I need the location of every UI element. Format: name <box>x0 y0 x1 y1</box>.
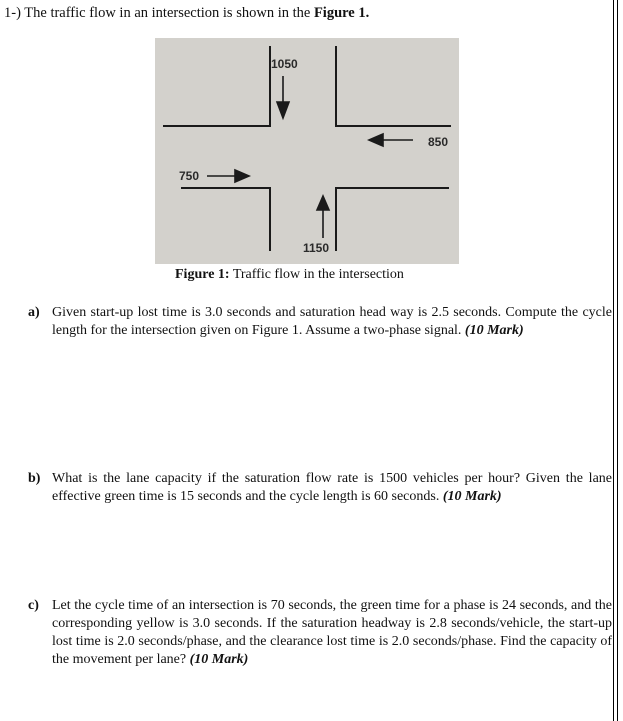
figure-caption-text: Traffic flow in the intersection <box>229 267 404 282</box>
figure-reference: Figure 1. <box>313 5 370 21</box>
north-arrow-head <box>277 102 289 118</box>
page-border-right <box>613 0 614 721</box>
part-text <box>52 304 612 340</box>
flow-east-label: 850 <box>428 135 449 149</box>
west-arrow-head <box>235 170 249 182</box>
flow-north-label: 1050 <box>271 57 298 71</box>
intersection-figure <box>155 38 459 264</box>
part-c <box>28 597 612 669</box>
road-edge-bottom-left <box>181 188 270 251</box>
south-arrow-head <box>317 196 329 210</box>
question-prefix: 1-) The traffic flow in an intersection is shown in the <box>4 5 314 21</box>
part-question: Let the cycle time of an intersection is 70 seconds, the green time for a phase is 24 seconds, and the corresponding yellow is 3.0 seconds. If the saturation headway is 2.8 seconds/vehicle, the start-up lost time is 2.0 seconds/phase, and the clearance lost time is 2.0 seconds/phase. Find the capacity of the movement per lane? <box>52 598 612 667</box>
question-title <box>4 4 369 22</box>
part-letter: b) <box>28 471 41 486</box>
part-letter: c) <box>28 598 39 613</box>
part-a <box>28 304 612 340</box>
part-text <box>52 470 612 506</box>
part-mark: (10 Mark) <box>442 489 502 504</box>
part-question: What is the lane capacity if the saturation flow rate is 1500 vehicles per hour? Given the lane effective green time is 15 seconds and the cycle length is 60 seconds. <box>52 471 612 504</box>
page-border-right-outer <box>617 0 618 721</box>
figure-caption-label: Figure 1: <box>175 267 230 282</box>
part-mark: (10 Mark) <box>464 323 524 338</box>
part-question: Given start-up lost time is 3.0 seconds and saturation head way is 2.5 seconds. Compute the cycle length for the intersection given on Figure 1. Assume a two-phase signal. <box>52 305 612 338</box>
road-edge-top-left <box>163 46 270 126</box>
flow-west-label: 750 <box>179 169 200 183</box>
part-b <box>28 470 612 506</box>
part-letter: a) <box>28 305 40 320</box>
part-text <box>52 597 612 669</box>
part-mark: (10 Mark) <box>189 652 249 667</box>
flow-south-label: 1150 <box>303 241 330 255</box>
east-arrow-head <box>369 134 383 146</box>
figure-caption <box>175 266 404 284</box>
road-edge-top-right <box>336 46 451 126</box>
intersection-diagram <box>155 38 459 264</box>
road-edge-bottom-right <box>336 188 449 251</box>
